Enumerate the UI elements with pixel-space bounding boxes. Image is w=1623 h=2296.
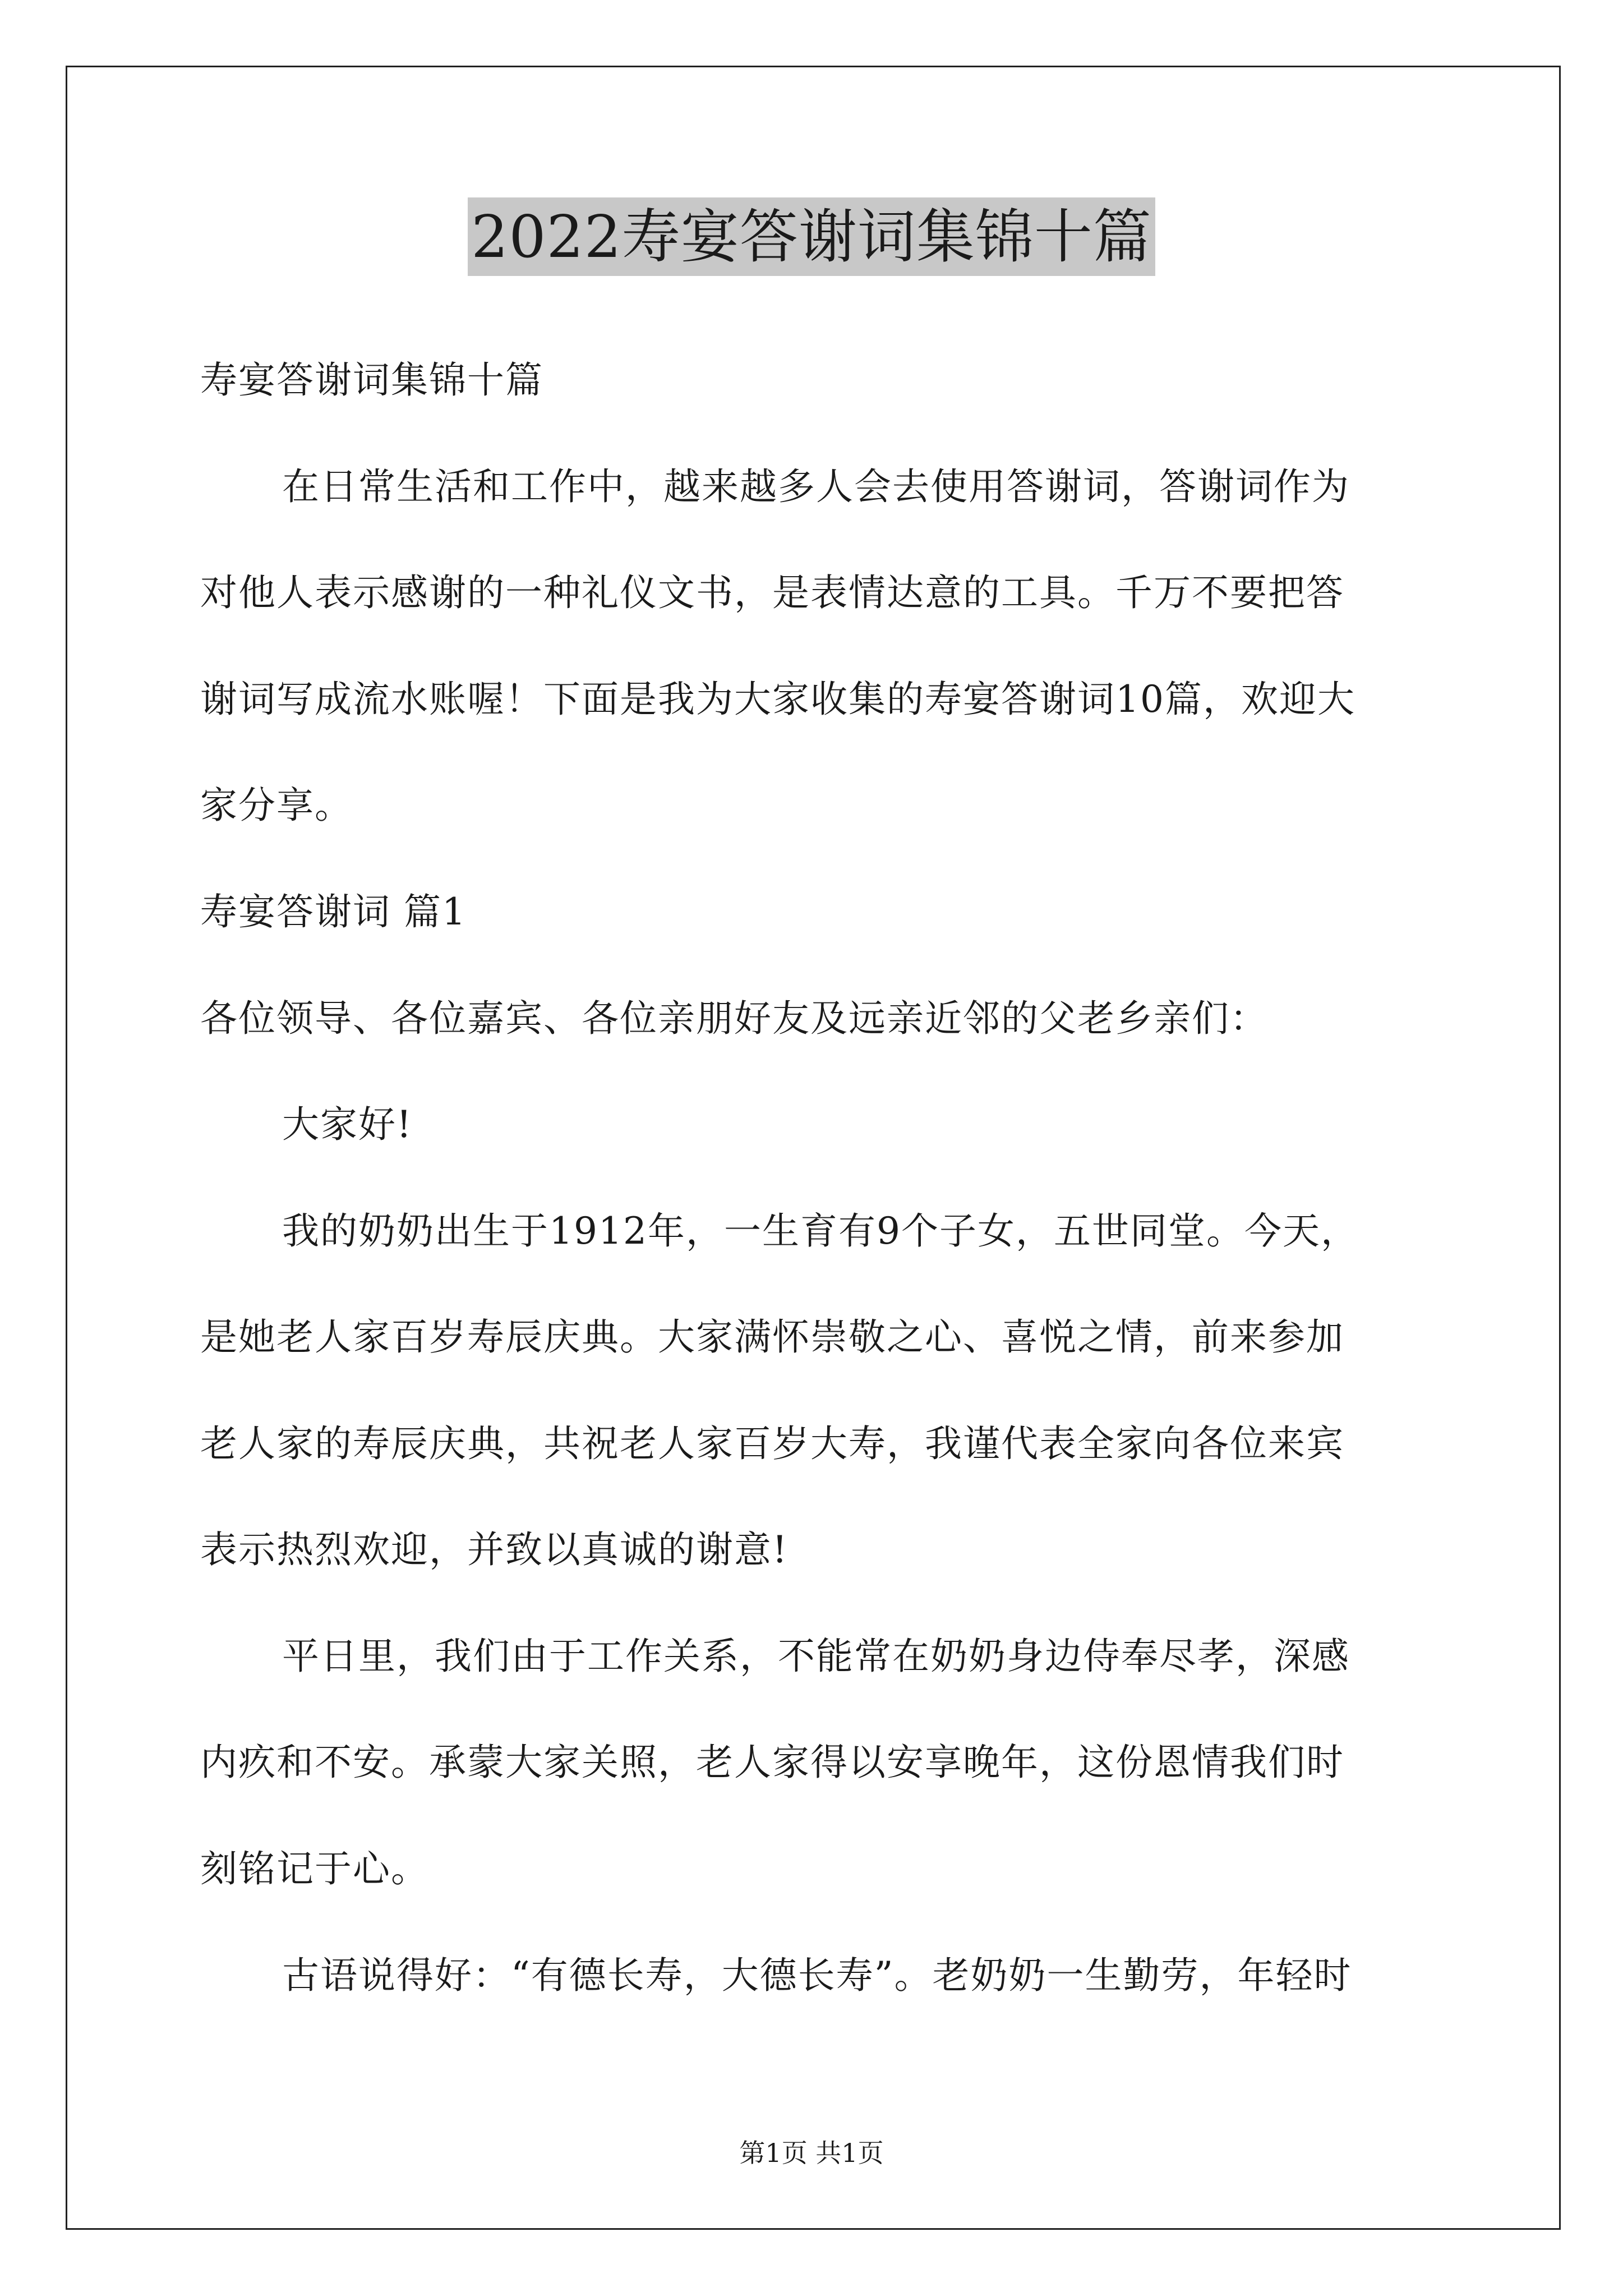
paragraph-line: 我的奶奶出生于1912年，一生育有9个子女，五世同堂。今天，: [282, 1209, 1359, 1253]
title-container: [0, 197, 1623, 276]
paragraph-line: 古语说得好：“有德长寿，大德长寿”。老奶奶一生勤劳，年轻时: [282, 1954, 1352, 1997]
subtitle-line: 寿宴答谢词集锦十篇: [200, 358, 543, 402]
salutation-line: 各位领导、各位嘉宾、各位亲朋好友及远亲近邻的父老乡亲们：: [200, 997, 1268, 1040]
paragraph-line: 刻铭记于心。: [200, 1847, 429, 1890]
greeting-line: 大家好!: [282, 1103, 413, 1146]
page-footer: 第1页 共1页: [739, 2138, 884, 2168]
paragraph-line: 老人家的寿辰庆典，共祝老人家百岁大寿，我谨代表全家向各位来宾: [200, 1422, 1344, 1465]
paragraph-line: 是她老人家百岁寿辰庆典。大家满怀崇敬之心、喜悦之情，前来参加: [200, 1315, 1344, 1359]
paragraph-line: 对他人表示感谢的一种礼仪文书，是表情达意的工具。千万不要把答: [200, 571, 1344, 614]
paragraph-line: 内疚和不安。承蒙大家关照，老人家得以安享晚年，这份恩情我们时: [200, 1741, 1344, 1784]
paragraph-line: 谢词写成流水账喔！下面是我为大家收集的寿宴答谢词10篇，欢迎大: [200, 678, 1355, 721]
paragraph-line: 在日常生活和工作中，越来越多人会去使用答谢词，答谢词作为: [282, 465, 1350, 508]
paragraph-line: 表示热烈欢迎，并致以真诚的谢意!: [200, 1528, 789, 1571]
paragraph-line: 平日里，我们由于工作关系，不能常在奶奶身边侍奉尽孝，深感: [282, 1635, 1350, 1678]
paragraph-line: 家分享。: [200, 784, 353, 827]
section-heading: 寿宴答谢词 篇1: [200, 890, 467, 933]
document-title: 2022寿宴答谢词集锦十篇: [468, 197, 1155, 276]
